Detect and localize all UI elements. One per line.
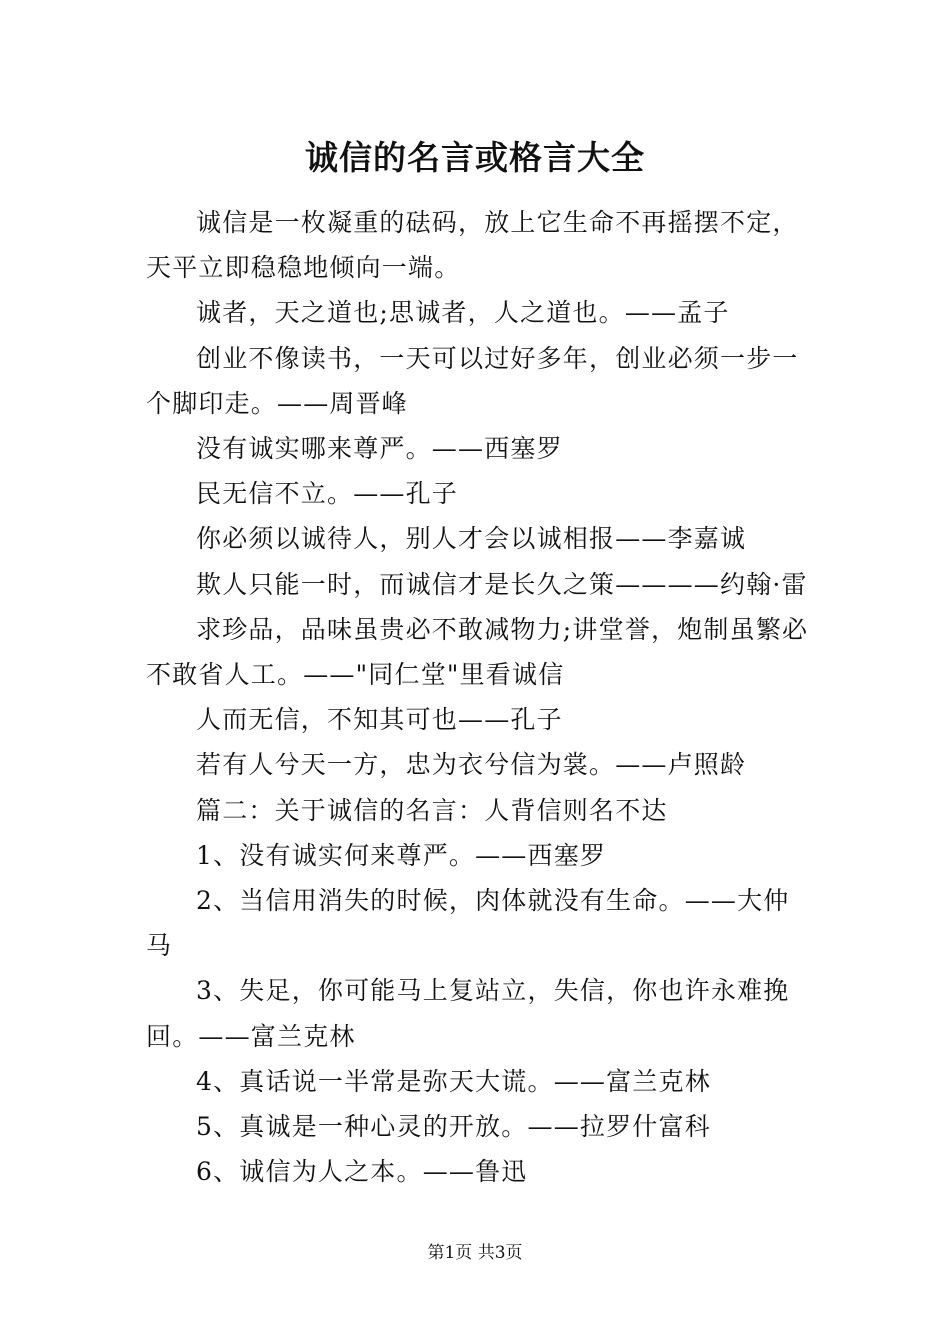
paragraph: 民无信不立。——孔子 [196, 479, 459, 509]
document-body [146, 200, 810, 1194]
page-number-footer: 第1页 共3页 [427, 1243, 523, 1263]
document-title: 诚信的名言或格言大全 [305, 138, 645, 177]
list-item: 3、失足，你可能马上复站立，失信，你也许永难挽回。——富兰克林 [146, 976, 790, 1051]
paragraph: 没有诚实哪来尊严。——西塞罗 [196, 434, 563, 464]
paragraph: 创业不像读书，一天可以过好多年，创业必须一步一个脚印走。——周晋峰 [146, 343, 799, 418]
paragraph: 诚信是一枚凝重的砝码，放上它生命不再摇摆不定，天平立即稳稳地倾向一端。 [146, 208, 799, 283]
list-item: 2、当信用消失的时候，肉体就没有生命。——大仲马 [146, 886, 790, 961]
paragraph: 诚者，天之道也;思诚者，人之道也。——孟子 [196, 298, 730, 328]
paragraph: 若有人兮天一方，忠为衣兮信为裳。——卢照龄 [196, 750, 747, 780]
paragraph: 人而无信，不知其可也——孔子 [196, 705, 563, 735]
paragraph: 欺人只能一时，而诚信才是长久之策————约翰·雷 [196, 569, 808, 599]
list-item: 5、真诚是一种心灵的开放。——拉罗什富科 [196, 1112, 711, 1142]
section-heading: 篇二：关于诚信的名言：人背信则名不达 [196, 795, 668, 825]
list-item: 4、真话说一半常是弥天大谎。——富兰克林 [196, 1066, 711, 1096]
paragraph: 求珍品，品味虽贵必不敢减物力;讲堂誉，炮制虽繁必不敢省人工。——"同仁堂"里看诚信 [146, 614, 809, 690]
list-item: 1、没有诚实何来尊严。——西塞罗 [196, 840, 607, 870]
paragraph: 你必须以诚待人，别人才会以诚相报——李嘉诚 [196, 524, 747, 554]
list-item: 6、诚信为人之本。——鲁迅 [196, 1157, 528, 1187]
